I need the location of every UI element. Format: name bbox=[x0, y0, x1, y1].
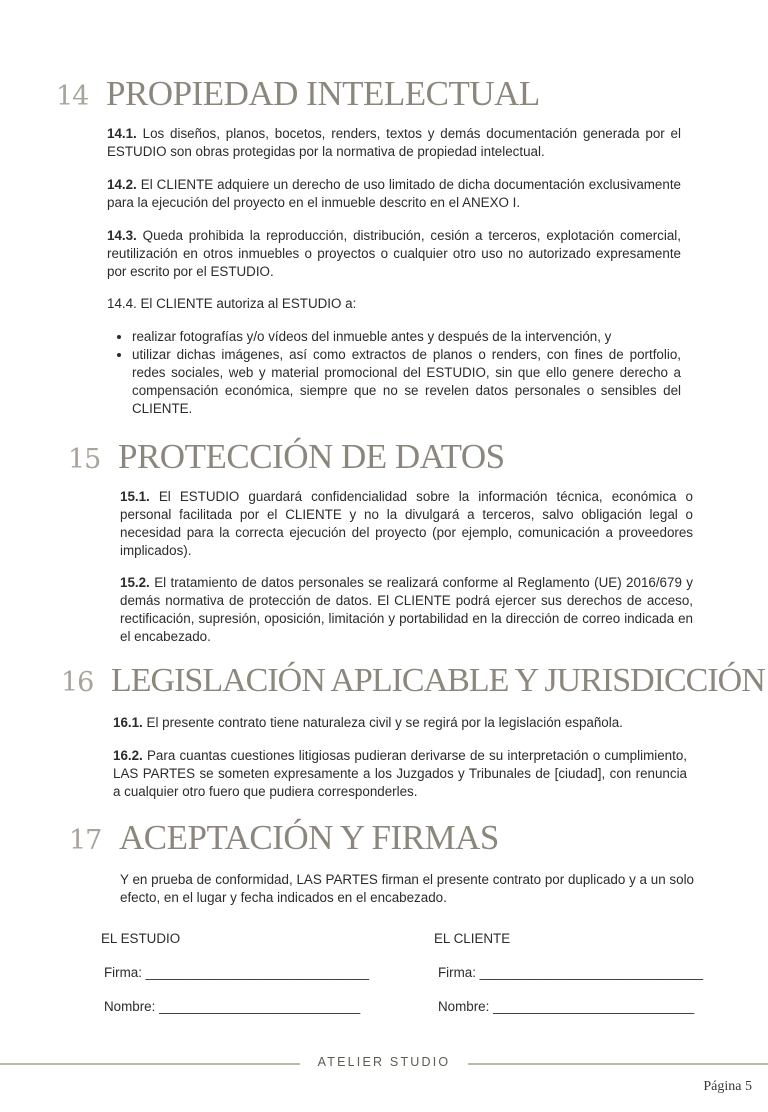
clause-text: Los diseños, planos, bocetos, renders, textos y demás documentación generada por el ESTUDIO son obras protegidas por la normativa de propiedad intelectual. bbox=[107, 126, 681, 159]
clause-id: 14.2. bbox=[107, 177, 137, 192]
signature-field-estudio: Firma: ______________________________ bbox=[104, 965, 370, 980]
name-field-cliente: Nombre: ___________________________ bbox=[438, 999, 695, 1014]
clause-14-4 bbox=[107, 295, 681, 313]
clause-text: El presente contrato tiene naturaleza civil y se regirá por la legislación española. bbox=[142, 715, 623, 730]
list-item: • realizar fotografías y/o vídeos del inmueble antes y después de la intervención, y bbox=[132, 328, 681, 346]
footer-divider-right bbox=[468, 1063, 768, 1065]
list-item: • utilizar dichas imágenes, así como extractos de planos o renders, con fines de portfolio, redes sociales, web y material promocional del ESTUDIO, sin que ello genere derecho a compensación económica, siempre que no se revelen datos personales o sensibles del CLIENTE. bbox=[132, 346, 681, 418]
clause-id: 15.2. bbox=[120, 575, 150, 590]
clause-text: El tratamiento de datos personales se realizará conforme al Reglamento (UE) 2016/679 y demás normativa de protección de datos. El CLIENTE podrá ejercer sus derechos de acceso, rectificación, supresión, oposición, limitación y portabilidad en la dirección de correo indicada en el encabezado. bbox=[120, 575, 693, 644]
authorization-list bbox=[108, 328, 681, 418]
section-number: 17 bbox=[69, 825, 102, 856]
clause-id: 15.1. bbox=[120, 489, 150, 504]
clause-15-2 bbox=[120, 574, 693, 646]
section-number: 15 bbox=[68, 444, 101, 475]
footer-brand: ATELIER STUDIO bbox=[317, 1055, 451, 1069]
clause-16-2 bbox=[113, 747, 687, 801]
party-label-estudio: EL ESTUDIO bbox=[101, 931, 181, 946]
signature-field-cliente: Firma: ______________________________ bbox=[438, 965, 704, 980]
clause-id: 14.1. bbox=[107, 126, 137, 141]
section-17-heading bbox=[69, 818, 499, 858]
section-title: ACEPTACIÓN Y FIRMAS bbox=[119, 818, 499, 857]
name-field-estudio: Nombre: ___________________________ bbox=[104, 999, 361, 1014]
section-number: 14 bbox=[56, 81, 89, 112]
page-number: Página 5 bbox=[703, 1079, 752, 1094]
footer-divider-left bbox=[0, 1063, 300, 1065]
clause-text: 14.4. El CLIENTE autoriza al ESTUDIO a: bbox=[107, 296, 357, 311]
clause-14-3 bbox=[107, 227, 681, 281]
clause-text: Y en prueba de conformidad, LAS PARTES firman el presente contrato por duplicado y a un solo efecto, en el lugar y fecha indicados en el encabezado. bbox=[120, 872, 694, 905]
clause-16-1 bbox=[113, 714, 687, 732]
clause-text: El CLIENTE adquiere un derecho de uso limitado de dicha documentación exclusivamente para la ejecución del proyecto en el inmueble descrito en el ANEXO I. bbox=[107, 177, 681, 210]
clause-text: Queda prohibida la reproducción, distribución, cesión a terceros, explotación comercial, reutilización en otros inmuebles o proyectos o cualquier otro uso no autorizado expresamente por escrito por el ESTUDIO. bbox=[107, 228, 681, 279]
clause-id: 16.1. bbox=[113, 715, 143, 730]
clause-text: El ESTUDIO guardará confidencialidad sobre la información técnica, económica o personal facilitada por el CLIENTE y no la divulgará a terceros, salvo obligación legal o necesidad para la correcta ejecución del proyecto (por ejemplo, comunicación a proveedores implicados). bbox=[120, 489, 693, 558]
clause-14-2 bbox=[107, 176, 681, 212]
clause-id: 14.3. bbox=[107, 228, 137, 243]
section-title: LEGISLACIÓN APLICABLE Y JURISDICCIÓN bbox=[111, 662, 765, 699]
section-15-heading bbox=[68, 437, 505, 477]
section-title: PROTECCIÓN DE DATOS bbox=[118, 437, 505, 476]
section-14-heading bbox=[56, 74, 540, 114]
section-title: PROPIEDAD INTELECTUAL bbox=[106, 74, 540, 113]
clause-id: 16.2. bbox=[113, 748, 143, 763]
clause-14-1 bbox=[107, 125, 681, 161]
party-label-cliente: EL CLIENTE bbox=[434, 931, 511, 946]
clause-text: Para cuantas cuestiones litigiosas pudieran derivarse de su interpretación o cumplimiento, LAS PARTES se someten expresamente a los Juzgados y Tribunales de [ciudad], con renuncia a cualquier otro fuero que pudiera corresponderles. bbox=[113, 748, 687, 799]
acceptance-text bbox=[120, 871, 694, 907]
clause-15-1 bbox=[120, 488, 693, 560]
section-number: 16 bbox=[61, 667, 94, 698]
section-16-heading bbox=[61, 662, 765, 700]
